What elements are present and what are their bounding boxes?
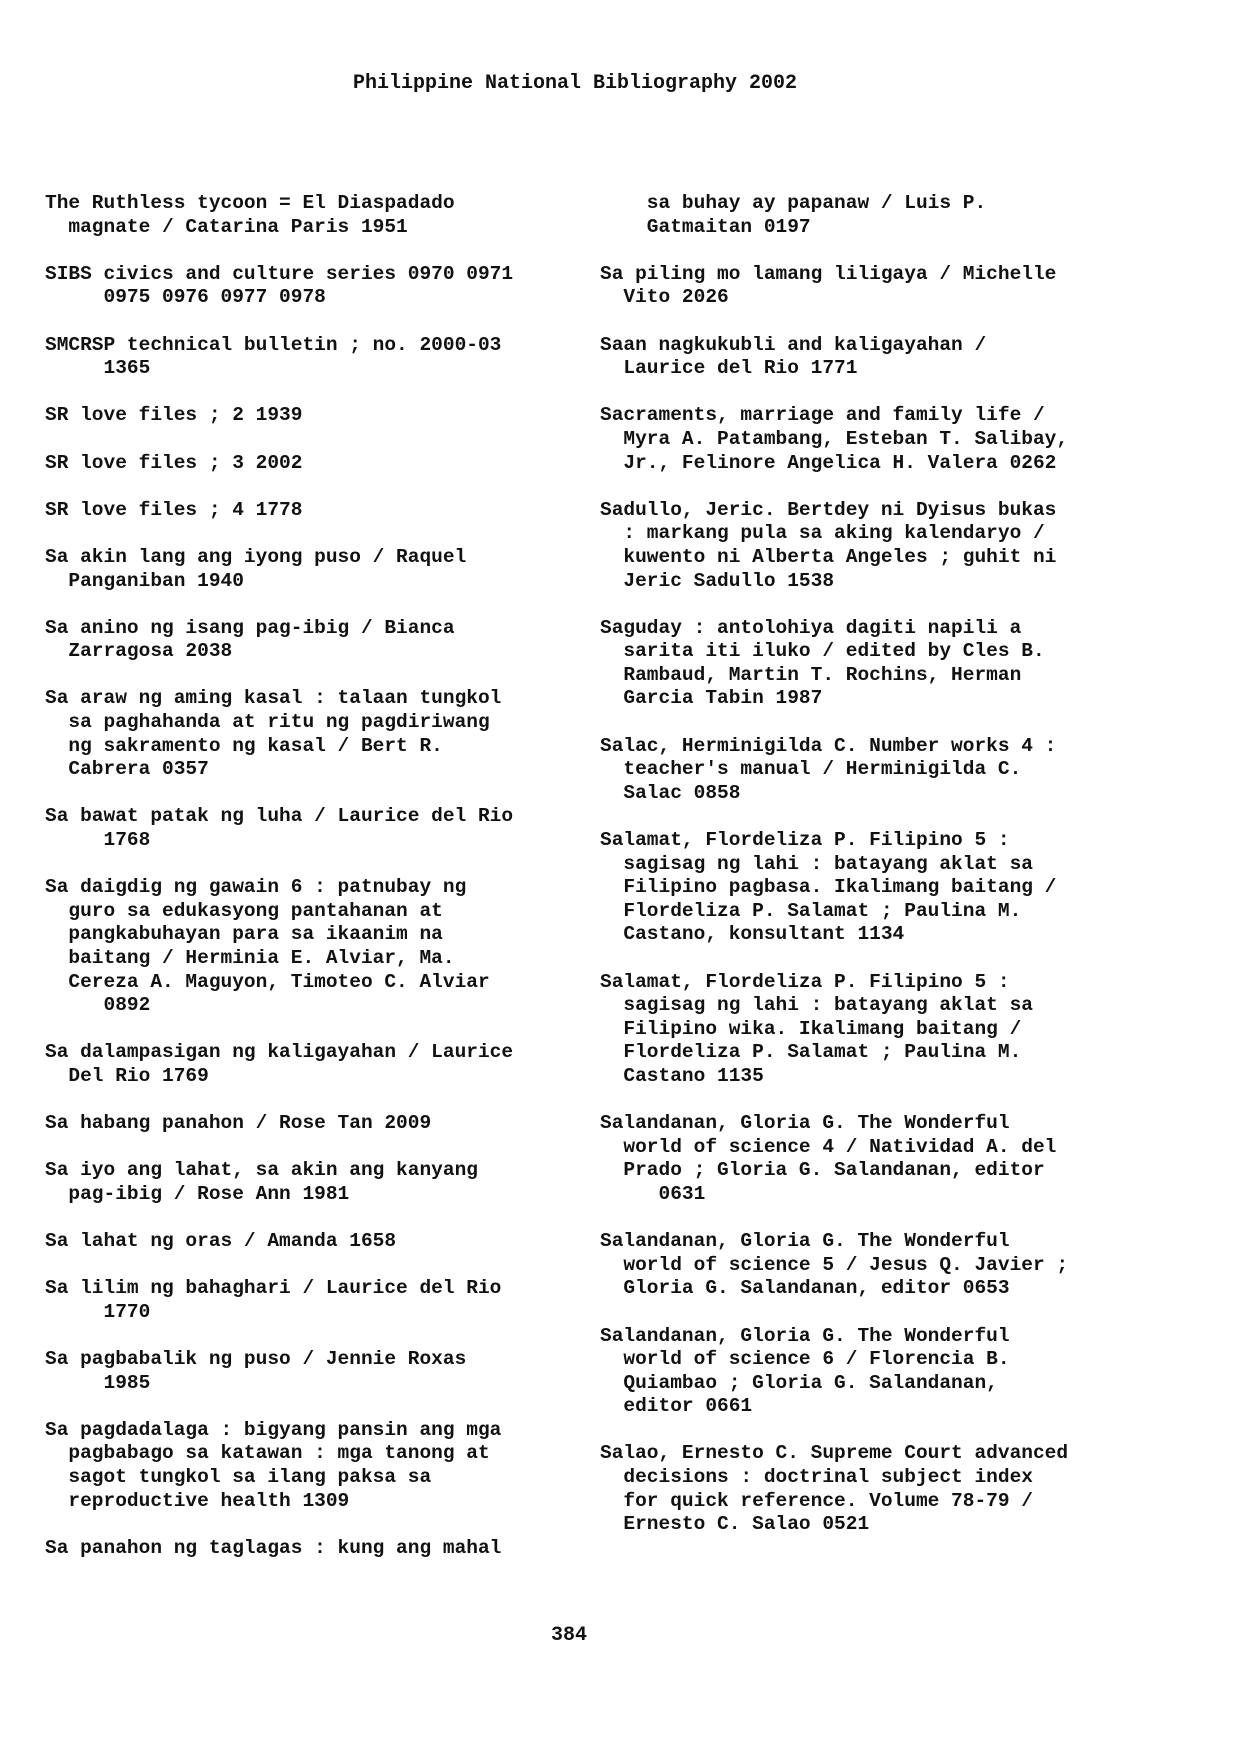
entry-line: Salandanan, Gloria G. The Wonderful (600, 1324, 1010, 1347)
bibliography-entry (45, 1230, 605, 1254)
bibliography-entry (600, 263, 1160, 310)
entry-line: Jr., Felinore Angelica H. Valera 0262 (600, 451, 1057, 474)
entry-line: 1985 (45, 1371, 151, 1394)
entry-line: Castano, konsultant 1134 (600, 923, 905, 946)
bibliography-entry (45, 334, 605, 381)
entry-line: baitang / Herminia E. Alviar, Ma. (45, 947, 455, 969)
entry-line: Sa habang panahon / Rose Tan 2009 (45, 1112, 432, 1135)
entry-line: Castano 1135 (600, 1064, 764, 1087)
entry-line: 0892 (45, 994, 151, 1017)
entry-line: Sa panahon ng taglagas : kung ang mahal (45, 1536, 502, 1559)
entry-line: 0631 (600, 1182, 706, 1205)
bibliography-entry (45, 617, 605, 664)
entry-line: Panganiban 1940 (45, 569, 244, 592)
entry-line: Sa dalampasigan ng kaligayahan / Laurice (45, 1041, 514, 1064)
bibliography-entry (600, 1112, 1160, 1206)
bibliography-entry (45, 805, 605, 852)
entry-line: Sa piling mo lamang liligaya / Michelle (600, 262, 1057, 285)
entry-line: sa paghahanda at ritu ng pagdiriwang (45, 711, 490, 734)
entry-line: The Ruthless tycoon = El Diaspadado (45, 192, 455, 214)
entry-line: SR love files ; 4 1778 (45, 498, 303, 521)
entry-line: magnate / Catarina Paris 1951 (45, 215, 408, 238)
bibliography-entry (45, 192, 605, 239)
bibliography-entry (600, 192, 1160, 239)
bibliography-entry (600, 617, 1160, 711)
entry-line: 1365 (45, 357, 151, 380)
entry-line: pangkabuhayan para sa ikaanim na (45, 923, 443, 946)
entry-line: sagot tungkol sa ilang paksa sa (45, 1466, 432, 1489)
right-column (600, 192, 1160, 1560)
entry-line: Laurice del Rio 1771 (600, 357, 858, 380)
entry-line: reproductive health 1309 (45, 1489, 350, 1512)
bibliography-entry (45, 1112, 605, 1136)
entry-line: 1768 (45, 829, 151, 852)
entry-line: SIBS civics and culture series 0970 0971 (45, 262, 514, 285)
entry-line: Salao, Ernesto C. Supreme Court advanced (600, 1442, 1069, 1465)
entry-line: sarita iti iluko / edited by Cles B. (600, 640, 1045, 663)
bibliography-entry (600, 1230, 1160, 1301)
bibliography-entry (45, 687, 605, 781)
bibliography-entry (45, 404, 605, 428)
left-column (45, 192, 605, 1584)
entry-line: editor 0661 (600, 1395, 753, 1418)
entry-line: Sa akin lang ang iyong puso / Raquel (45, 545, 467, 568)
entry-line: Sa lilim ng bahaghari / Laurice del Rio (45, 1277, 502, 1300)
entry-line: Sa araw ng aming kasal : talaan tungkol (45, 687, 502, 710)
bibliography-entry (600, 334, 1160, 381)
entry-line: teacher's manual / Herminigilda C. (600, 758, 1022, 781)
entry-line: Saan nagkukubli and kaligayahan / (600, 333, 987, 356)
entry-line: Salamat, Flordeliza P. Filipino 5 : (600, 970, 1010, 993)
entry-line: sa buhay ay papanaw / Luis P. (600, 192, 987, 214)
entry-line: Del Rio 1769 (45, 1064, 209, 1087)
page-header: Philippine National Bibliography 2002 (352, 72, 798, 95)
entry-line: Zarragosa 2038 (45, 640, 233, 663)
entry-line: world of science 5 / Jesus Q. Javier ; (600, 1253, 1069, 1276)
bibliography-entry (45, 1277, 605, 1324)
entry-line: for quick reference. Volume 78-79 / (600, 1489, 1033, 1512)
entry-line: Sa anino ng isang pag-ibig / Bianca (45, 616, 455, 639)
entry-line: guro sa edukasyong pantahanan at (45, 899, 443, 922)
entry-line: Rambaud, Martin T. Rochins, Herman (600, 663, 1022, 686)
entry-line: Sa pagbabalik ng puso / Jennie Roxas (45, 1348, 467, 1371)
bibliography-entry (45, 263, 605, 310)
entry-line: 0975 0976 0977 0978 (45, 286, 326, 309)
entry-line: : markang pula sa aking kalendaryo / (600, 522, 1045, 545)
bibliography-entry (600, 404, 1160, 475)
entry-line: Sa daigdig ng gawain 6 : patnubay ng (45, 876, 467, 899)
bibliography-entry (45, 546, 605, 593)
bibliography-entry (600, 735, 1160, 806)
bibliography-entry (45, 452, 605, 476)
entry-line: world of science 6 / Florencia B. (600, 1348, 1010, 1371)
bibliography-entry (600, 829, 1160, 947)
entry-line: ng sakramento ng kasal / Bert R. (45, 734, 443, 757)
bibliography-entry (45, 499, 605, 523)
entry-line: Filipino pagbasa. Ikalimang baitang / (600, 876, 1057, 899)
bibliography-entry (600, 499, 1160, 593)
entry-line: Sadullo, Jeric. Bertdey ni Dyisus bukas (600, 498, 1057, 521)
entry-line: Gloria G. Salandanan, editor 0653 (600, 1277, 1010, 1300)
entry-line: Saguday : antolohiya dagiti napili a (600, 616, 1022, 639)
bibliography-entry (600, 971, 1160, 1089)
entry-line: world of science 4 / Natividad A. del (600, 1135, 1057, 1158)
entry-line: Sa pagdadalaga : bigyang pansin ang mga (45, 1418, 502, 1441)
entry-line: SR love files ; 2 1939 (45, 404, 303, 427)
entry-line: Ernesto C. Salao 0521 (600, 1513, 870, 1536)
entry-line: Garcia Tabin 1987 (600, 687, 823, 710)
entry-line: kuwento ni Alberta Angeles ; guhit ni (600, 545, 1057, 568)
entry-line: Gatmaitan 0197 (600, 215, 811, 238)
bibliography-entry (45, 1419, 605, 1513)
bibliography-entry (45, 1159, 605, 1206)
entry-line: SR love files ; 3 2002 (45, 451, 303, 474)
entry-line: pagbabago sa katawan : mga tanong at (45, 1442, 490, 1465)
entry-line: Salamat, Flordeliza P. Filipino 5 : (600, 829, 1010, 852)
entry-line: sagisag ng lahi : batayang aklat sa (600, 852, 1033, 875)
entry-line: sagisag ng lahi : batayang aklat sa (600, 994, 1033, 1017)
entry-line: Cabrera 0357 (45, 758, 209, 781)
bibliography-entry (45, 1348, 605, 1395)
entry-line: Vito 2026 (600, 286, 729, 309)
bibliography-entry (600, 1325, 1160, 1419)
entry-line: Sa bawat patak ng luha / Laurice del Rio (45, 805, 514, 828)
entry-line: SMCRSP technical bulletin ; no. 2000-03 (45, 333, 502, 356)
entry-line: Sacraments, marriage and family life / (600, 404, 1045, 427)
entry-line: Flordeliza P. Salamat ; Paulina M. (600, 1041, 1022, 1064)
entry-line: Salac 0858 (600, 781, 741, 804)
entry-line: Jeric Sadullo 1538 (600, 569, 835, 592)
entry-line: Sa lahat ng oras / Amanda 1658 (45, 1230, 397, 1253)
entry-line: Flordeliza P. Salamat ; Paulina M. (600, 899, 1022, 922)
bibliography-entry (45, 1537, 605, 1561)
entry-line: Prado ; Gloria G. Salandanan, editor (600, 1159, 1045, 1182)
bibliography-entry (45, 876, 605, 1018)
entry-line: Quiambao ; Gloria G. Salandanan, (600, 1371, 998, 1394)
entry-line: Sa iyo ang lahat, sa akin ang kanyang (45, 1159, 478, 1182)
entry-line: pag-ibig / Rose Ann 1981 (45, 1182, 350, 1205)
page-number: 384 (550, 1624, 587, 1647)
entry-line: Salandanan, Gloria G. The Wonderful (600, 1230, 1010, 1253)
entry-line: Salandanan, Gloria G. The Wonderful (600, 1112, 1010, 1135)
entry-line: decisions : doctrinal subject index (600, 1466, 1033, 1489)
entry-line: 1770 (45, 1300, 151, 1323)
entry-line: Cereza A. Maguyon, Timoteo C. Alviar (45, 970, 490, 993)
entry-line: Salac, Herminigilda C. Number works 4 : (600, 734, 1057, 757)
bibliography-entry (600, 1442, 1160, 1536)
entry-line: Myra A. Patambang, Esteban T. Salibay, (600, 427, 1069, 450)
bibliography-entry (45, 1041, 605, 1088)
entry-line: Filipino wika. Ikalimang baitang / (600, 1017, 1022, 1040)
